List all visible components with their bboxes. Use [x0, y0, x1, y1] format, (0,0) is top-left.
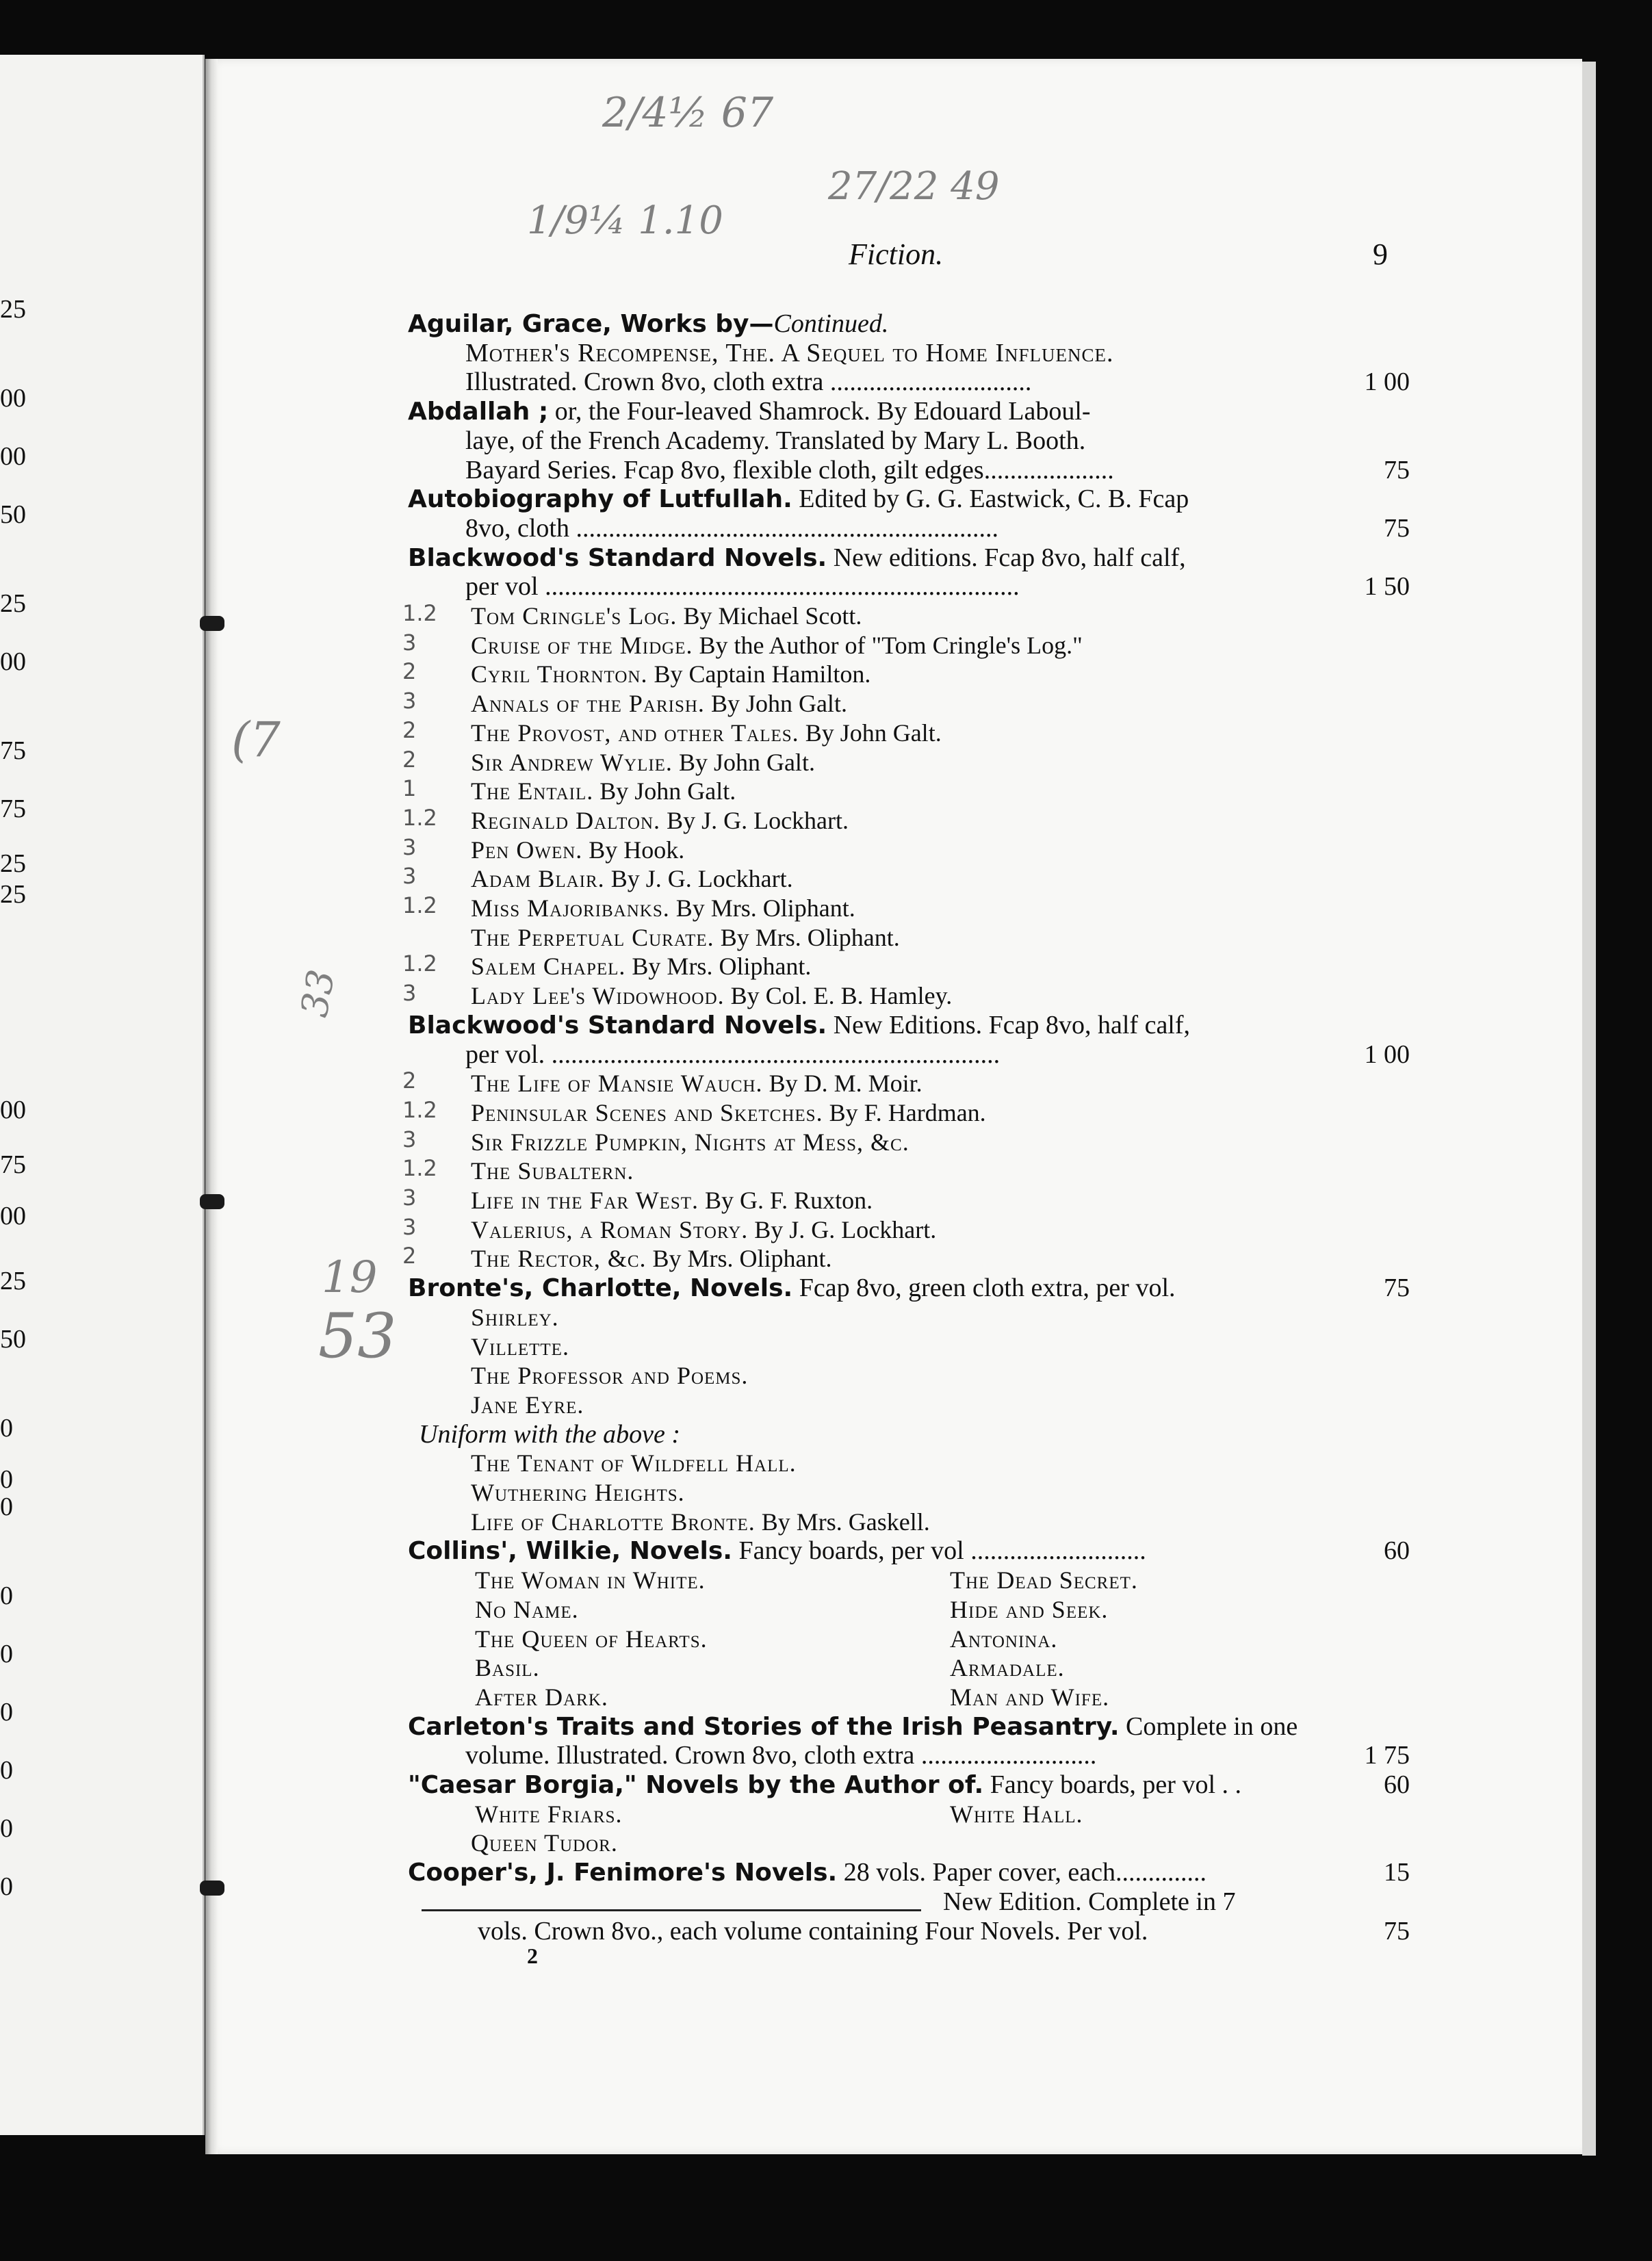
book-title: White Hall.: [950, 1800, 1083, 1828]
book-title: Salem Chapel.: [471, 953, 626, 981]
title-entry: [471, 1827, 618, 1859]
listing-line: [207, 658, 1582, 691]
book-title: The Subaltern.: [471, 1157, 634, 1185]
left-page-number: 0: [0, 1756, 13, 1785]
book-author: By John Galt.: [799, 719, 942, 747]
listing-line: [207, 1915, 1582, 1948]
title-entry: [471, 980, 952, 1011]
book-author: By Col. E. B. Hamley.: [724, 982, 953, 1010]
title-entry: [471, 1097, 986, 1128]
listing-line: [207, 1126, 1582, 1159]
book-title: Pen Owen.: [471, 836, 583, 864]
heading-title: Abdallah ;: [408, 398, 549, 426]
heading-title: Collins', Wilkie, Novels.: [408, 1537, 732, 1566]
title-entry: [471, 1360, 748, 1391]
pencil-mark: 2: [402, 746, 417, 773]
price: 75: [1384, 1916, 1410, 1946]
left-page-number: 0: [0, 1698, 13, 1727]
pencil-note: 53: [318, 1300, 397, 1372]
line-text: volume. Illustrated. Crown 8vo, cloth extra ...........................: [465, 1741, 1097, 1770]
pencil-mark: 3: [402, 629, 417, 656]
book-title: Miss Majoribanks.: [471, 894, 670, 922]
line-text: Mother's Recompense, The. A Sequel to Home Influence.: [465, 338, 1114, 367]
book-title: The Tenant of Wildfell Hall.: [471, 1449, 797, 1477]
price: 60: [1384, 1770, 1410, 1799]
title-entry: [471, 1389, 584, 1421]
heading-text: Fancy boards, per vol ...........................: [732, 1536, 1146, 1566]
book-title: The Life of Mansie Wauch.: [471, 1070, 763, 1098]
pencil-mark: 1.2: [402, 1096, 437, 1123]
text-line: [465, 1740, 1096, 1771]
price: 1 75: [1364, 1741, 1410, 1770]
heading-title: Carleton's Traits and Stories of the Irish Peasantry.: [408, 1712, 1120, 1741]
heading-line: [408, 1535, 1146, 1567]
book-author: By the Author of "Tom Cringle's Log.": [693, 631, 1083, 659]
left-page-number: 25: [0, 880, 26, 909]
line-text: 8vo, cloth .................................................................: [465, 513, 998, 543]
listing-line: [207, 834, 1582, 867]
book-author: By Hook.: [582, 836, 685, 864]
heading-text: 28 vols. Paper cover, each..............: [837, 1858, 1207, 1887]
title-entry: [471, 747, 815, 778]
left-page-number: 25: [0, 1267, 26, 1295]
heading-line: [408, 483, 1189, 515]
book-author: By G. F. Ruxton.: [699, 1187, 873, 1214]
left-page-number: 0: [0, 1581, 13, 1610]
title-entry: [471, 1243, 832, 1274]
book-title: Wuthering Heights.: [471, 1479, 685, 1506]
page-edge: [1582, 62, 1596, 2156]
listing-line: [207, 600, 1582, 633]
entry-heading: [207, 396, 1582, 428]
heading-title: "Caesar Borgia," Novels by the Author of.: [408, 1771, 984, 1799]
listing-line: [207, 805, 1582, 838]
listing-line: [207, 1068, 1582, 1100]
listing-line: [207, 1360, 1582, 1393]
pencil-note: 33: [292, 966, 344, 1020]
heading-text: New editions. Fcap 8vo, half calf,: [827, 543, 1186, 572]
text-line: [465, 454, 1114, 486]
heading-continued: Continued.: [773, 309, 889, 338]
listing-line: [207, 425, 1582, 458]
listing-line: [207, 337, 1582, 370]
heading-title: Blackwood's Standard Novels.: [408, 543, 827, 572]
entry-heading: [207, 1272, 1582, 1305]
heading-line: [408, 542, 1186, 574]
heading-line: [408, 1009, 1190, 1042]
listing-line: [207, 1243, 1582, 1276]
listing-line: [207, 1185, 1582, 1217]
left-page-number: 25: [0, 849, 26, 878]
book-title: Tom Cringle's Log.: [471, 602, 677, 630]
line-text: Illustrated. Crown 8vo, cloth extra ...............................: [465, 367, 1032, 397]
line-text: New Edition. Complete in 7: [943, 1887, 1236, 1916]
listing-line: [207, 1389, 1582, 1422]
pencil-mark: 2: [402, 1243, 417, 1269]
text-line: [465, 366, 1031, 398]
listing-line: [207, 513, 1582, 545]
book-title: The Dead Secret.: [950, 1566, 1138, 1594]
listing-line: [207, 1039, 1582, 1072]
listing-line: [207, 1331, 1582, 1364]
pencil-note: (7: [231, 712, 281, 768]
signature-mark: 2: [527, 1943, 538, 1968]
book-title: Armadale.: [950, 1654, 1065, 1682]
price: 75: [1384, 513, 1410, 543]
left-page-number: 75: [0, 1150, 26, 1179]
book-title: Cyril Thornton.: [471, 660, 648, 688]
book-author: By J. G. Lockhart.: [604, 865, 793, 893]
book-author: By Mrs. Oliphant.: [625, 953, 812, 981]
entry-heading: [207, 308, 1582, 341]
listing-line: [207, 1477, 1582, 1510]
book-title: Peninsular Scenes and Sketches.: [471, 1098, 823, 1126]
book-title: The Rector, &c.: [471, 1245, 647, 1273]
heading-text: New Editions. Fcap 8vo, half calf,: [827, 1010, 1191, 1039]
pencil-mark: 2: [402, 1068, 417, 1094]
listing-line: [207, 1564, 1582, 1597]
left-page-number: 0: [0, 1814, 13, 1843]
listing-line: [207, 717, 1582, 750]
pencil-mark: 1.2: [402, 1155, 437, 1182]
book-author: By J. G. Lockhart.: [748, 1215, 937, 1243]
title-entry: [471, 1447, 797, 1479]
heading-line: [408, 1711, 1298, 1743]
listing-line: [207, 747, 1582, 779]
book-title: Sir Frizzle Pumpkin, Nights at Mess, &c.: [471, 1128, 909, 1156]
entry-heading: [207, 1711, 1582, 1744]
price: 1 00: [1364, 1039, 1410, 1069]
book-title: White Friars.: [475, 1800, 623, 1828]
book-author: By Captain Hamilton.: [647, 660, 871, 688]
heading-text: Complete in one: [1119, 1711, 1298, 1741]
pencil-mark: 1.2: [402, 600, 437, 626]
pencil-note: 19: [322, 1252, 378, 1303]
left-page-number: 0: [0, 1493, 13, 1521]
book-title: After Dark.: [475, 1683, 608, 1711]
book-title: Shirley.: [471, 1303, 559, 1331]
listing-line: [207, 775, 1582, 808]
pencil-mark: 1.2: [402, 804, 437, 831]
price: 60: [1384, 1536, 1410, 1566]
entry-heading: [207, 542, 1582, 575]
book-title: Basil.: [475, 1654, 540, 1682]
book-title: Queen Tudor.: [471, 1829, 618, 1857]
listing-line: [207, 1594, 1582, 1627]
heading-title: Aguilar, Grace, Works by—: [408, 310, 774, 338]
title-entry: [471, 1068, 922, 1099]
text-line: [465, 425, 1085, 456]
book-title: The Entail.: [471, 777, 594, 805]
price: 1 00: [1364, 367, 1410, 397]
left-page-number: 75: [0, 736, 26, 765]
heading-text: Edited by G. G. Eastwick, C. B. Fcap: [792, 484, 1189, 514]
listing-line: [207, 630, 1582, 662]
uniform-note: Uniform with the above :: [419, 1419, 681, 1449]
listing-line: [207, 571, 1582, 604]
heading-text: Fcap 8vo, green cloth extra, per vol.: [792, 1274, 1176, 1303]
listing-line: [207, 1886, 1582, 1919]
listing-line: [207, 1798, 1582, 1831]
heading-title: Bronte's, Charlotte, Novels.: [408, 1274, 793, 1303]
title-entry: [471, 1506, 930, 1538]
heading-title: Cooper's, J. Fenimore's Novels.: [408, 1859, 838, 1887]
book-title: Villette.: [471, 1332, 569, 1360]
text-line: [465, 513, 998, 544]
title-entry: [471, 892, 855, 924]
book-title: The Professor and Poems.: [471, 1362, 749, 1390]
listing-line: [207, 922, 1582, 955]
title-entry: [471, 1126, 909, 1158]
line-text: per vol .........................................................................: [465, 572, 1020, 602]
title-entry: [471, 630, 1083, 661]
entry-heading: [207, 1769, 1582, 1802]
title-entry: [471, 775, 736, 807]
title-entry: [471, 1331, 569, 1362]
book-title: The Provost, and other Tales.: [471, 719, 799, 747]
title-entry: [471, 951, 811, 982]
listing-line: [207, 454, 1582, 487]
heading-text: or, the Four-leaved Shamrock. By Edouard Laboul-: [548, 397, 1091, 426]
left-page-number: 00: [0, 1096, 26, 1124]
book-author: By John Galt.: [672, 748, 815, 776]
book-title: The Woman in White.: [475, 1566, 706, 1594]
listing-line: [207, 1302, 1582, 1334]
title-entry: [471, 1302, 559, 1333]
book-title: Valerius, a Roman Story.: [471, 1215, 749, 1243]
listing-line: [207, 892, 1582, 925]
book-title: Man and Wife.: [950, 1683, 1110, 1711]
book-author: By John Galt.: [593, 777, 736, 805]
listing-line: [207, 951, 1582, 983]
left-page-number: 0: [0, 1465, 13, 1494]
book-title: Jane Eyre.: [471, 1391, 584, 1419]
title-entry: [471, 834, 684, 866]
pencil-mark: 3: [402, 863, 417, 890]
left-page-number: 50: [0, 1325, 26, 1354]
book-title: Lady Lee's Widowhood.: [471, 982, 725, 1010]
line-text: per vol. .....................................................................: [465, 1039, 1001, 1069]
heading-text: Fancy boards, per vol . .: [983, 1770, 1242, 1799]
line-text: vols. Crown 8vo., each volume containing Four Novels. Per vol.: [478, 1916, 1148, 1946]
left-page-number: 00: [0, 1202, 26, 1230]
book-author: By Mrs. Oliphant.: [646, 1245, 832, 1273]
pencil-mark: 2: [402, 716, 417, 743]
price: 75: [1384, 1274, 1410, 1303]
book-title: No Name.: [475, 1595, 579, 1623]
listing-line: [207, 1155, 1582, 1188]
title-entry: [471, 688, 847, 719]
left-page-number: 0: [0, 1414, 13, 1443]
text-line: [465, 1039, 1000, 1070]
book-author: By D. M. Moir.: [762, 1070, 922, 1098]
pencil-mark: 3: [402, 1213, 417, 1240]
pencil-mark: 3: [402, 980, 417, 1007]
listing-line: [207, 1681, 1582, 1714]
book-author: By John Galt.: [704, 690, 847, 718]
book-title: Adam Blair.: [471, 865, 605, 893]
text-line: [465, 337, 1113, 369]
entry-heading: [207, 1535, 1582, 1568]
title-entry: [471, 1477, 685, 1508]
book-title: Cruise of the Midge.: [471, 631, 693, 659]
heading-line: [408, 396, 1091, 428]
heading-title: Autobiography of Lutfullah.: [408, 485, 792, 514]
left-page-number: 00: [0, 442, 26, 471]
left-page-number: 75: [0, 794, 26, 823]
pencil-mark: 1.2: [402, 892, 437, 918]
pencil-mark: 3: [402, 1185, 417, 1211]
listing-line: [207, 1740, 1582, 1772]
left-page-number: 25: [0, 295, 26, 324]
title-entry: [471, 1185, 873, 1216]
text-line: [465, 571, 1020, 602]
book-title: Annals of the Parish.: [471, 690, 705, 718]
heading-line: [408, 308, 888, 340]
book-author: By Mrs. Gaskell.: [755, 1508, 930, 1536]
title-entry: [471, 922, 900, 953]
heading-line: [408, 1769, 1241, 1801]
line-text: laye, of the French Academy. Translated by Mary L. Booth.: [465, 426, 1086, 455]
pencil-note: 1/9¼ 1.10: [527, 198, 723, 243]
left-page-number: 0: [0, 1640, 13, 1668]
price: 75: [1384, 455, 1410, 484]
book-author: By F. Hardman.: [823, 1098, 986, 1126]
listing-line: [207, 366, 1582, 399]
left-page-number: 50: [0, 500, 26, 529]
book-author: By Mrs. Oliphant.: [714, 923, 900, 951]
page-number: 9: [1373, 237, 1388, 271]
book-title: Antonina.: [950, 1625, 1058, 1653]
listing-line: [207, 1214, 1582, 1247]
left-page-number: 00: [0, 647, 26, 676]
book-title: Reginald Dalton.: [471, 806, 661, 834]
left-page-number: 0: [0, 1872, 13, 1901]
price: 15: [1384, 1858, 1410, 1887]
pencil-mark: 3: [402, 834, 417, 860]
price: 1 50: [1364, 572, 1410, 602]
entry-heading: [207, 483, 1582, 516]
title-entry: [471, 1155, 634, 1187]
book-title: The Queen of Hearts.: [475, 1625, 708, 1653]
title-entry: [471, 658, 870, 690]
heading-title: Blackwood's Standard Novels.: [408, 1011, 827, 1039]
listing-line: [207, 980, 1582, 1013]
book-author: By Michael Scott.: [677, 602, 862, 630]
listing-line: [207, 1419, 1582, 1451]
pencil-mark: 3: [402, 1126, 417, 1152]
title-entry: [471, 600, 862, 632]
listing-line: [207, 688, 1582, 721]
listing-line: [207, 863, 1582, 896]
book-title: Hide and Seek.: [950, 1595, 1109, 1623]
pencil-mark: 3: [402, 688, 417, 714]
title-entry: [471, 863, 793, 894]
book-title: Life of Charlotte Bronte.: [471, 1508, 756, 1536]
pencil-note: 2/4½ 67: [602, 89, 774, 137]
left-page-number: 25: [0, 589, 26, 618]
entry-heading: [207, 1009, 1582, 1042]
dash-rule: [422, 1909, 921, 1911]
listing-line: [207, 1506, 1582, 1539]
heading-line: [408, 1272, 1176, 1304]
book-title: Life in the Far West.: [471, 1187, 699, 1214]
title-entry: [471, 717, 942, 749]
running-head: Fiction.: [849, 237, 944, 271]
pencil-mark: 1.2: [402, 951, 437, 977]
book-author: By J. G. Lockhart.: [660, 806, 849, 834]
line-text: Bayard Series. Fcap 8vo, flexible cloth, gilt edges....................: [465, 455, 1114, 484]
listing-line: [207, 1623, 1582, 1656]
pencil-mark: 1: [402, 775, 417, 802]
listing-line: [207, 1097, 1582, 1130]
listing-line: [207, 1827, 1582, 1860]
listing-line: [207, 1447, 1582, 1480]
left-page-number: 00: [0, 384, 26, 413]
book-title: Sir Andrew Wylie.: [471, 748, 673, 776]
heading-line: [408, 1857, 1206, 1889]
text-line: [478, 1915, 1148, 1947]
pencil-note: 27/22 49: [828, 164, 1000, 209]
book-author: By Mrs. Oliphant.: [669, 894, 855, 922]
book-title: The Perpetual Curate.: [471, 923, 714, 951]
title-entry: [471, 1214, 936, 1245]
pencil-mark: 2: [402, 658, 417, 685]
title-entry: [471, 805, 849, 836]
entry-heading: [207, 1857, 1582, 1889]
listing-line: [207, 1652, 1582, 1685]
